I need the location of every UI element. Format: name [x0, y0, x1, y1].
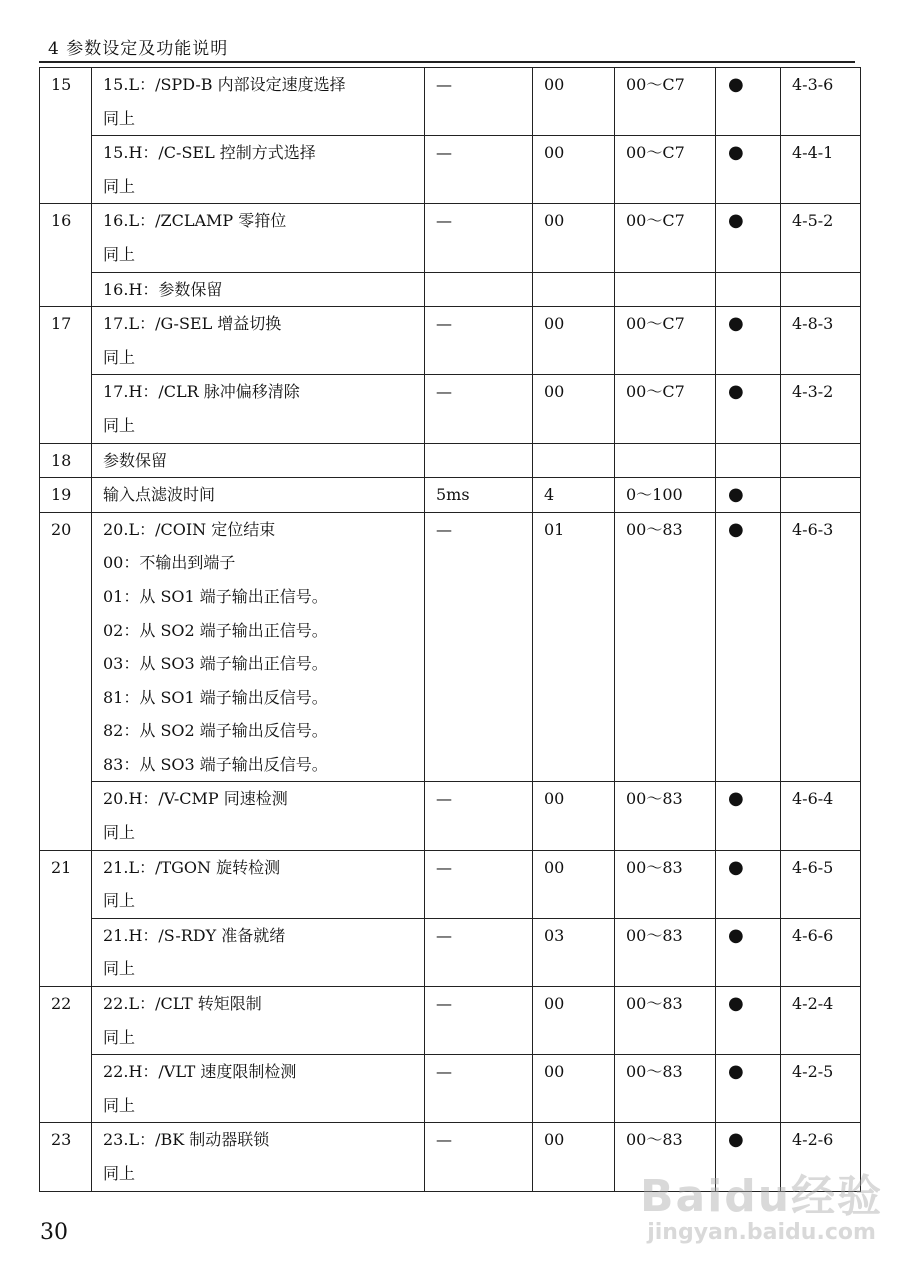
reference-section-cell: 4-6-6 — [781, 918, 861, 986]
default-value-cell: 00 — [533, 204, 615, 272]
page-number: 30 — [40, 1220, 68, 1245]
default-value-cell: 00 — [533, 782, 615, 850]
description-line: 参数保留 — [103, 450, 168, 470]
mark-cell: ● — [716, 850, 781, 918]
parameter-number: 16 — [40, 204, 92, 307]
parameter-description — [92, 136, 425, 204]
reference-section-cell: 4-2-4 — [781, 987, 861, 1055]
reference-section-cell: 4-6-4 — [781, 782, 861, 850]
table-row — [40, 1123, 861, 1191]
setting-range-cell: 00～83 — [615, 850, 716, 918]
default-value-cell: 01 — [533, 512, 615, 782]
setting-range-cell: 0～100 — [615, 478, 716, 513]
table-row — [40, 307, 861, 375]
description-line: 82：从 SO2 端子输出反信号。 — [103, 721, 328, 741]
description-line: 21.L：/TGON 旋转检测 — [103, 857, 281, 877]
setting-range-cell: 00～C7 — [615, 204, 716, 272]
table-row — [40, 375, 861, 443]
reference-section-cell — [781, 478, 861, 513]
description-line: 81：从 SO1 端子输出反信号。 — [103, 687, 328, 707]
table-row — [40, 272, 861, 307]
description-line: 03：从 SO3 端子输出正信号。 — [103, 654, 328, 674]
description-line: 输入点滤波时间 — [103, 485, 216, 505]
default-value-cell: 00 — [533, 375, 615, 443]
mark-cell: ● — [716, 782, 781, 850]
mark-cell: ● — [716, 987, 781, 1055]
default-value-cell: 00 — [533, 987, 615, 1055]
mark-cell: ● — [716, 307, 781, 375]
unit-cell — [425, 443, 533, 478]
description-line: 01：从 SO1 端子输出正信号。 — [103, 586, 328, 606]
reference-section-cell: 4-2-6 — [781, 1123, 861, 1191]
table-row — [40, 782, 861, 850]
default-value-cell: 00 — [533, 307, 615, 375]
unit-cell: 5ms — [425, 478, 533, 513]
parameter-description — [92, 782, 425, 850]
setting-range-cell — [615, 443, 716, 478]
parameter-description — [92, 375, 425, 443]
description-line: 同上 — [103, 1027, 136, 1047]
parameter-description — [92, 1055, 425, 1123]
parameter-description — [92, 1123, 425, 1191]
parameter-number: 21 — [40, 850, 92, 986]
description-line: 同上 — [103, 415, 136, 435]
mark-cell: ● — [716, 1123, 781, 1191]
parameter-number: 20 — [40, 512, 92, 850]
table-row — [40, 850, 861, 918]
parameter-number: 18 — [40, 443, 92, 478]
setting-range-cell: 00～C7 — [615, 136, 716, 204]
unit-cell: — — [425, 782, 533, 850]
description-line: 02：从 SO2 端子输出正信号。 — [103, 620, 328, 640]
description-line: 同上 — [103, 891, 136, 911]
unit-cell: — — [425, 1055, 533, 1123]
description-line: 同上 — [103, 347, 136, 367]
parameter-description — [92, 918, 425, 986]
default-value-cell: 00 — [533, 1123, 615, 1191]
setting-range-cell: 00～83 — [615, 782, 716, 850]
table-row — [40, 1055, 861, 1123]
baidu-watermark-logo: Baidu经验 jingyan.baidu.com — [640, 1171, 884, 1245]
parameter-description — [92, 307, 425, 375]
setting-range-cell: 00～83 — [615, 1123, 716, 1191]
parameter-description — [92, 443, 425, 478]
reference-section-cell: 4-2-5 — [781, 1055, 861, 1123]
description-line: 23.L：/BK 制动器联锁 — [103, 1130, 270, 1150]
mark-cell: ● — [716, 1055, 781, 1123]
default-value-cell: 03 — [533, 918, 615, 986]
unit-cell: — — [425, 68, 533, 136]
reference-section-cell — [781, 443, 861, 478]
reference-section-cell: 4-6-3 — [781, 512, 861, 782]
mark-cell: ● — [716, 375, 781, 443]
parameter-description — [92, 850, 425, 918]
mark-cell: ● — [716, 204, 781, 272]
default-value-cell: 00 — [533, 850, 615, 918]
unit-cell: — — [425, 987, 533, 1055]
table-row — [40, 443, 861, 478]
description-line: 20.H：/V-CMP 同速检测 — [103, 789, 288, 809]
description-line: 16.H：参数保留 — [103, 279, 223, 299]
mark-cell: ● — [716, 68, 781, 136]
reference-section-cell: 4-4-1 — [781, 136, 861, 204]
reference-section-cell: 4-5-2 — [781, 204, 861, 272]
table-row — [40, 987, 861, 1055]
mark-cell — [716, 443, 781, 478]
table-row — [40, 68, 861, 136]
parameter-description — [92, 272, 425, 307]
unit-cell: — — [425, 918, 533, 986]
default-value-cell — [533, 272, 615, 307]
description-line: 同上 — [103, 823, 136, 843]
unit-cell — [425, 272, 533, 307]
default-value-cell: 00 — [533, 1055, 615, 1123]
description-line: 同上 — [103, 959, 136, 979]
unit-cell: — — [425, 307, 533, 375]
parameter-description — [92, 204, 425, 272]
reference-section-cell: 4-3-2 — [781, 375, 861, 443]
mark-cell: ● — [716, 512, 781, 782]
header-divider — [39, 61, 855, 63]
description-line: 22.L：/CLT 转矩限制 — [103, 994, 262, 1014]
description-line: 同上 — [103, 1164, 136, 1183]
unit-cell: — — [425, 136, 533, 204]
description-line: 22.H：/VLT 速度限制检测 — [103, 1062, 297, 1082]
parameter-number: 19 — [40, 478, 92, 513]
mark-cell: ● — [716, 136, 781, 204]
parameter-description — [92, 512, 425, 782]
parameter-description — [92, 68, 425, 136]
unit-cell: — — [425, 850, 533, 918]
description-line: 同上 — [103, 1095, 136, 1115]
reference-section-cell: 4-8-3 — [781, 307, 861, 375]
setting-range-cell: 00～C7 — [615, 307, 716, 375]
setting-range-cell: 00～83 — [615, 918, 716, 986]
setting-range-cell: 00～83 — [615, 512, 716, 782]
description-line: 17.L：/G-SEL 增益切换 — [103, 314, 282, 334]
description-line: 83：从 SO3 端子输出反信号。 — [103, 754, 328, 774]
setting-range-cell: 00～C7 — [615, 68, 716, 136]
default-value-cell — [533, 443, 615, 478]
table-row — [40, 478, 861, 513]
description-line: 21.H：/S-RDY 准备就绪 — [103, 925, 286, 945]
default-value-cell: 4 — [533, 478, 615, 513]
parameter-number: 22 — [40, 987, 92, 1123]
table-row — [40, 512, 861, 782]
reference-section-cell: 4-3-6 — [781, 68, 861, 136]
page-header-title: 4 参数设定及功能说明 — [48, 39, 229, 59]
mark-cell — [716, 272, 781, 307]
parameter-description — [92, 478, 425, 513]
unit-cell: — — [425, 512, 533, 782]
parameter-table — [39, 67, 861, 1192]
unit-cell: — — [425, 204, 533, 272]
description-line: 同上 — [103, 108, 136, 128]
description-line: 同上 — [103, 244, 136, 264]
reference-section-cell — [781, 272, 861, 307]
parameter-number: 17 — [40, 307, 92, 443]
reference-section-cell: 4-6-5 — [781, 850, 861, 918]
table-row — [40, 918, 861, 986]
unit-cell: — — [425, 375, 533, 443]
table-row — [40, 136, 861, 204]
parameter-number: 15 — [40, 68, 92, 204]
description-line: 同上 — [103, 176, 136, 196]
setting-range-cell — [615, 272, 716, 307]
description-line: 20.L：/COIN 定位结束 — [103, 519, 276, 539]
setting-range-cell: 00～83 — [615, 1055, 716, 1123]
mark-cell: ● — [716, 918, 781, 986]
description-line: 17.H：/CLR 脉冲偏移清除 — [103, 382, 300, 402]
description-line: 16.L：/ZCLAMP 零箝位 — [103, 211, 287, 231]
setting-range-cell: 00～C7 — [615, 375, 716, 443]
description-line: 00：不输出到端子 — [103, 553, 236, 573]
table-row — [40, 204, 861, 272]
setting-range-cell: 00～83 — [615, 987, 716, 1055]
parameter-number: 23 — [40, 1123, 92, 1191]
description-line: 15.L：/SPD-B 内部设定速度选择 — [103, 75, 346, 94]
parameter-description — [92, 987, 425, 1055]
description-line: 15.H：/C-SEL 控制方式选择 — [103, 143, 316, 163]
mark-cell: ● — [716, 478, 781, 513]
unit-cell: — — [425, 1123, 533, 1191]
default-value-cell: 00 — [533, 136, 615, 204]
default-value-cell: 00 — [533, 68, 615, 136]
